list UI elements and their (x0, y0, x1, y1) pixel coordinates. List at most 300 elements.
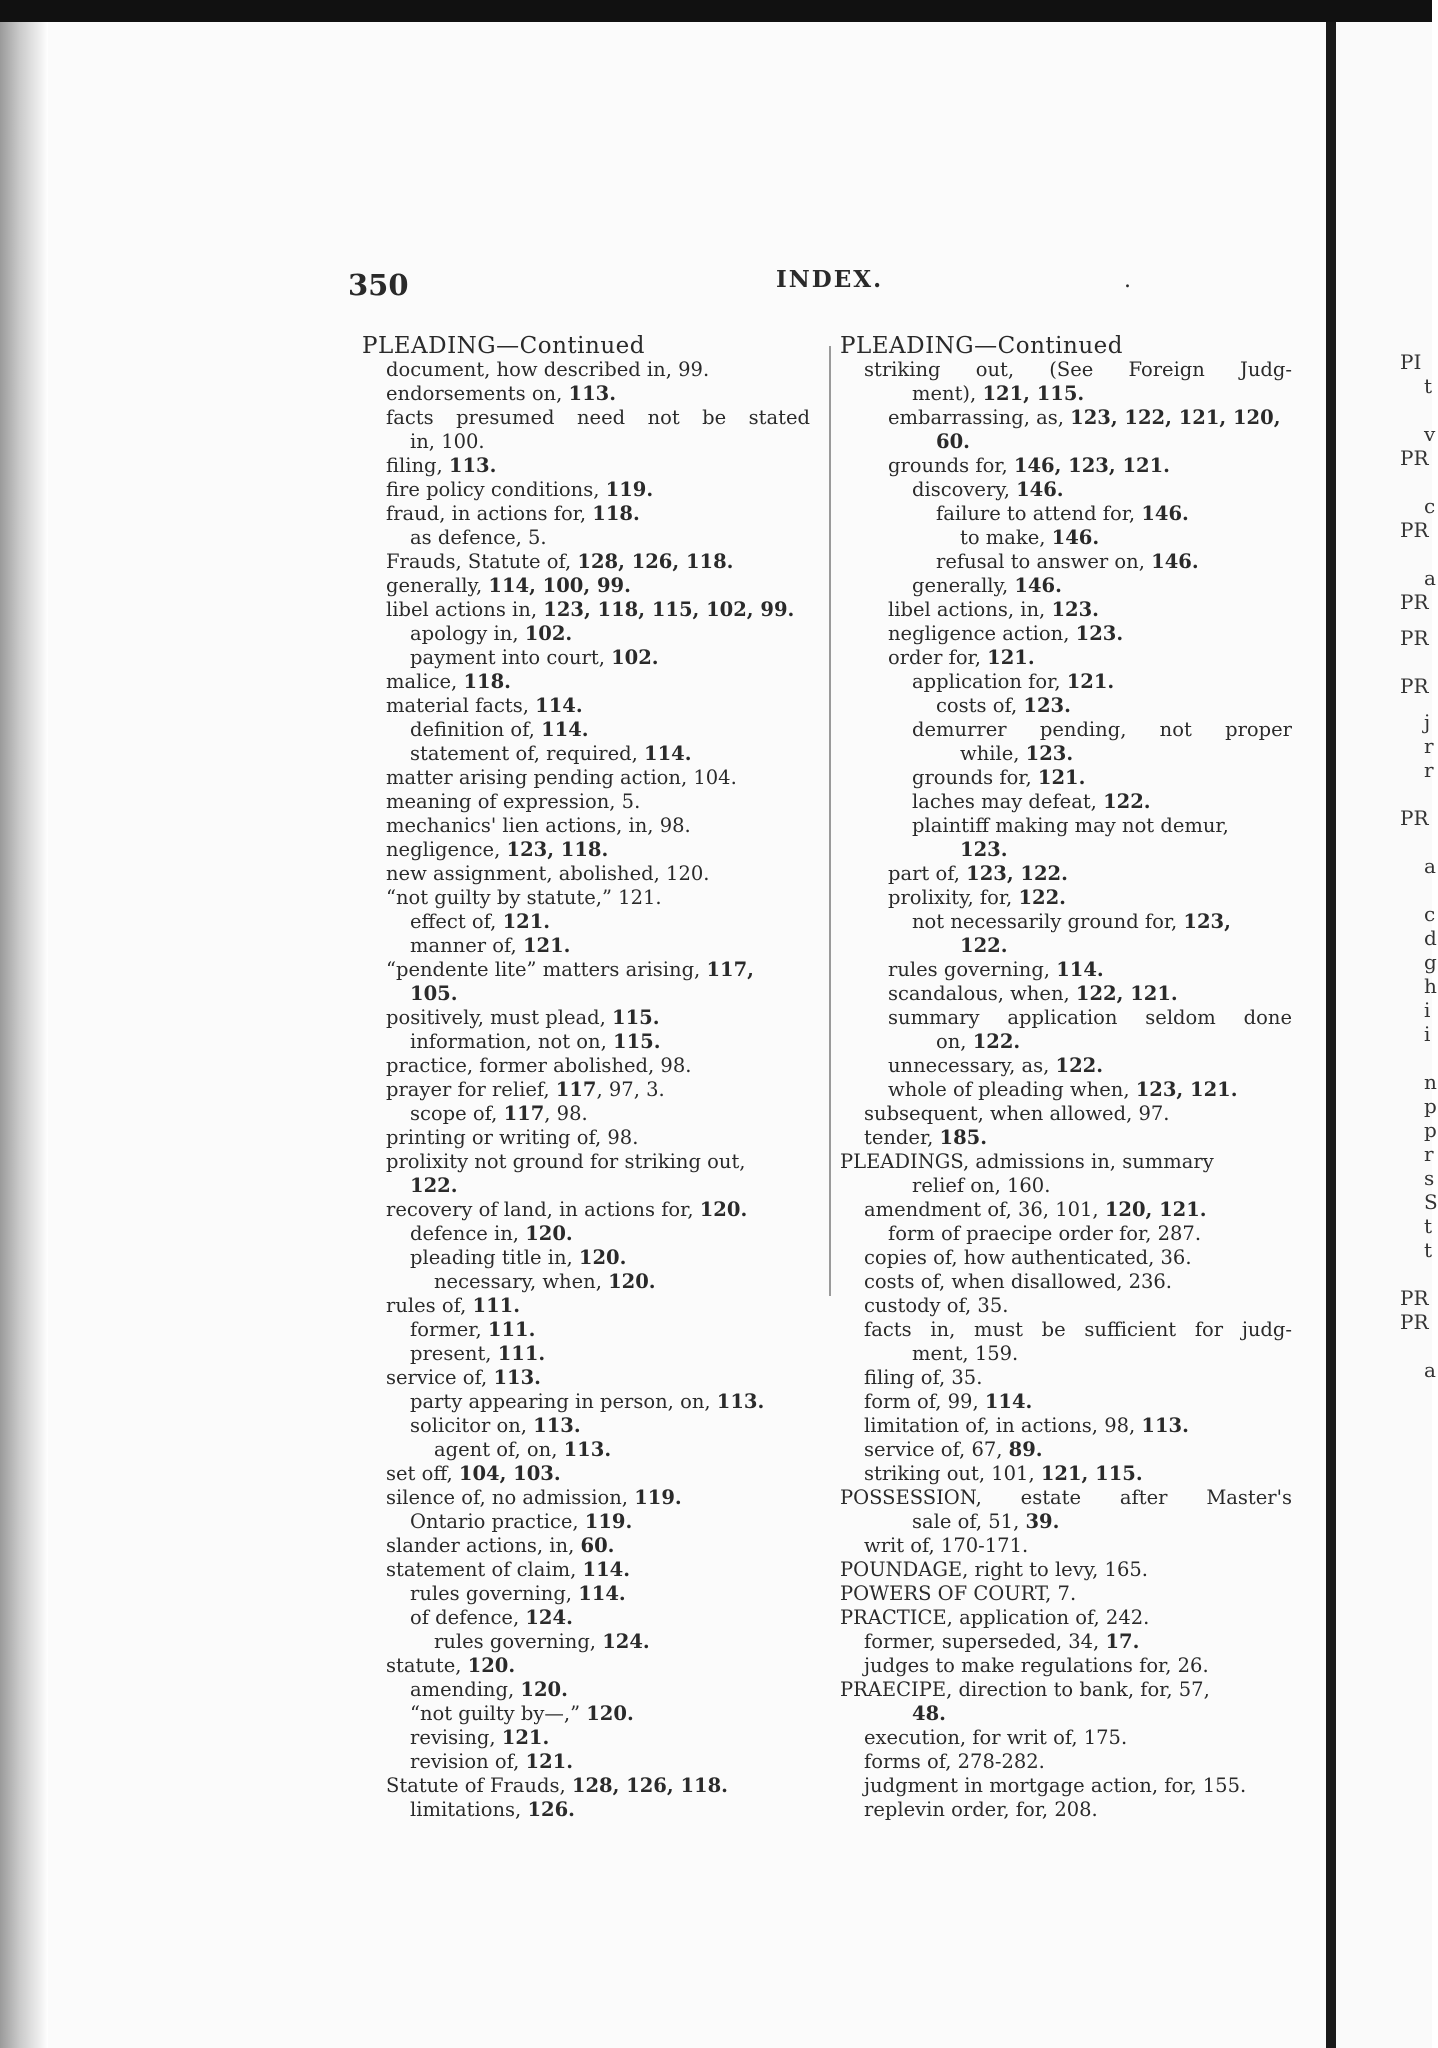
entry-text: execution, for writ of, 175. (864, 1726, 1128, 1749)
facing-page-fragment: i (1424, 1022, 1431, 1046)
page-reference: 120. (520, 1678, 568, 1701)
index-entry (362, 382, 810, 406)
entry-text: filing of, 35. (864, 1366, 983, 1389)
index-entry (840, 694, 1292, 718)
index-entry (362, 550, 810, 574)
index-entry (840, 1582, 1292, 1606)
entry-text: grounds for, (912, 766, 1038, 789)
facing-page-fragment: i (1424, 998, 1431, 1022)
index-entry (362, 1486, 810, 1510)
index-entry (840, 1534, 1292, 1558)
entry-text: tender, (864, 1126, 940, 1149)
index-entry (840, 1246, 1292, 1270)
entry-text: libel actions in, (386, 598, 544, 621)
entry-text: subsequent, when allowed, 97. (864, 1102, 1170, 1125)
index-entry (362, 598, 810, 622)
entry-text: laches may defeat, (912, 790, 1104, 813)
entry-text: solicitor on, (410, 1414, 534, 1437)
index-entry (840, 622, 1292, 646)
index-entry (840, 1678, 1292, 1702)
page-number: 350 (348, 268, 409, 302)
page-reference: 117 (503, 1102, 545, 1125)
entry-text: information, not on, (410, 1030, 613, 1053)
facing-page-fragment: p (1424, 1094, 1437, 1118)
index-entry (840, 1222, 1292, 1246)
index-entry (362, 1678, 810, 1702)
index-entry (362, 862, 810, 886)
entry-text: limitations, (410, 1798, 528, 1821)
scan-top-border (0, 0, 1432, 22)
index-entry (840, 478, 1292, 502)
index-entry (362, 838, 810, 862)
entry-text: apology in, (410, 622, 525, 645)
entry-text: scope of, (410, 1102, 504, 1125)
entry-text: part of, (888, 862, 967, 885)
index-entry (362, 1534, 810, 1558)
index-entries (362, 358, 810, 1822)
page-reference: 123, 122. (966, 862, 1068, 885)
entry-text: unnecessary, as, (888, 1054, 1056, 1077)
page-reference: 119. (634, 1486, 682, 1509)
page-reference: 124. (602, 1630, 650, 1653)
index-entry (362, 1126, 810, 1150)
index-entry (362, 1510, 810, 1534)
entry-text: Ontario practice, (410, 1510, 585, 1533)
page-reference: 126. (527, 1798, 575, 1821)
page-reference: 115. (613, 1030, 661, 1053)
index-entry (840, 1654, 1292, 1678)
page-reference: 117 (555, 1078, 597, 1101)
entry-text: statement of, required, (410, 742, 645, 765)
page-reference: 113. (568, 382, 617, 405)
index-entry (362, 982, 810, 1006)
index-entry (840, 502, 1292, 526)
index-entry (840, 1102, 1292, 1126)
entry-text: pleading title in, (410, 1246, 579, 1269)
index-entry (362, 742, 810, 766)
page-reference: 123, 118. (506, 838, 609, 861)
index-entry (362, 1390, 810, 1414)
entry-text: judges to make regulations for, 26. (864, 1654, 1209, 1677)
page-reference: 114. (644, 742, 692, 765)
page-reference: 121, 115. (1040, 1462, 1143, 1485)
entry-text: effect of, (410, 910, 503, 933)
entry-text: discovery, (912, 478, 1017, 501)
entry-text: sale of, 51, (912, 1510, 1026, 1533)
facing-page-fragment: h (1424, 974, 1437, 998)
entry-text: libel actions, in, (888, 598, 1052, 621)
entry-text: printing or writing of, 98. (386, 1126, 639, 1149)
entry-text: of defence, (410, 1606, 526, 1629)
entry-text: refusal to answer on, (936, 550, 1152, 573)
index-entry (362, 1630, 810, 1654)
page-reference: 114. (1056, 958, 1104, 981)
index-entry (362, 1150, 810, 1174)
entry-text: statement of claim, (386, 1558, 583, 1581)
entry-text: to make, (960, 526, 1052, 549)
index-entry (840, 1558, 1292, 1582)
entry-text: material facts, (386, 694, 536, 717)
index-entry (840, 1006, 1292, 1030)
entry-text: prayer for relief, (386, 1078, 556, 1101)
index-entry (840, 814, 1292, 838)
index-entry (840, 358, 1292, 382)
entry-text: costs of, when disallowed, 236. (864, 1270, 1173, 1293)
index-entry (362, 1606, 810, 1630)
index-entry (840, 1630, 1292, 1654)
index-entry (362, 694, 810, 718)
entry-text: revision of, (410, 1750, 526, 1773)
index-entries (840, 358, 1292, 1822)
index-column-right (840, 334, 1292, 1822)
entry-text: ment, 159. (912, 1342, 1019, 1365)
entry-text: failure to attend for, (936, 502, 1142, 525)
page-reference: 121. (987, 646, 1035, 669)
index-entry (362, 718, 810, 742)
page-reference: 113. (533, 1414, 581, 1437)
index-entry (362, 358, 810, 382)
facing-page-fragment: t (1424, 1238, 1433, 1262)
page-reference: 111. (487, 1318, 536, 1341)
index-entry (840, 742, 1292, 766)
page-reference: 120. (699, 1198, 748, 1221)
page-reference: 48. (912, 1702, 946, 1725)
page-reference: 128, 126, 118. (571, 1774, 728, 1797)
entry-text: order for, (888, 646, 988, 669)
facing-page-fragment: PR (1400, 1310, 1429, 1334)
entry-text: summary application seldom done (888, 1006, 1292, 1029)
page-reference: 124. (525, 1606, 573, 1629)
page-reference: 121. (1066, 670, 1115, 693)
page-reference: 113. (716, 1390, 765, 1413)
page-reference: 117, (706, 958, 754, 981)
index-entry (362, 1174, 810, 1198)
entry-text: PLEADINGS, admissions in, summary (840, 1150, 1214, 1173)
entry-text: , 97, 3. (596, 1078, 665, 1101)
index-entry (840, 1774, 1292, 1798)
facing-page-fragment: a (1424, 566, 1436, 590)
index-entry (840, 934, 1292, 958)
entry-text: copies of, how authenticated, 36. (864, 1246, 1192, 1269)
facing-page-fragment: t (1424, 374, 1433, 398)
index-entry (362, 406, 810, 430)
entry-text: facts in, must be sufficient for judg- (864, 1318, 1292, 1341)
entry-text: negligence, (386, 838, 507, 861)
facing-page-fragment: g (1424, 950, 1437, 974)
page-reference: 105. (410, 982, 458, 1005)
index-entry (362, 1198, 810, 1222)
page-reference: 104, 103. (458, 1462, 561, 1485)
entry-text: service of, (386, 1366, 494, 1389)
entry-text: custody of, 35. (864, 1294, 1009, 1317)
entry-text: prolixity not ground for striking out, (386, 1150, 746, 1173)
entry-text: while, (960, 742, 1026, 765)
facing-page-fragment: a (1424, 854, 1436, 878)
page-reference: 17. (1105, 1630, 1140, 1653)
page-reference: 121. (522, 934, 571, 957)
index-entry (362, 1462, 810, 1486)
page-reference: 146, 123, 121. (1013, 454, 1170, 477)
entry-text: 100. (441, 430, 485, 453)
entry-text: on, (936, 1030, 973, 1053)
entry-text: forms of, 278-282. (864, 1750, 1045, 1773)
page-reference: 89. (1008, 1438, 1043, 1461)
index-entry (840, 1366, 1292, 1390)
entry-text: whole of pleading when, (888, 1078, 1136, 1101)
index-entry (840, 1750, 1292, 1774)
page-reference: 114. (582, 1558, 631, 1581)
page-reference: 114, 100, 99. (488, 574, 631, 597)
page-reference: 122. (972, 1030, 1021, 1053)
running-head: INDEX. (776, 266, 884, 293)
index-entry (840, 1606, 1292, 1630)
page-reference: 102. (611, 646, 659, 669)
entry-text: , 98. (544, 1102, 588, 1125)
entry-text: relief on, 160. (912, 1174, 1051, 1197)
facing-page-fragment: PR (1400, 674, 1429, 698)
entry-text: as defence, 5. (410, 526, 547, 549)
facing-page-fragment: a (1424, 1358, 1436, 1382)
entry-text: form of praecipe order for, 287. (888, 1222, 1202, 1245)
page-reference: 121. (501, 1726, 550, 1749)
facing-page-fragment: PR (1400, 590, 1429, 614)
index-entry (362, 1246, 810, 1270)
index-entry (840, 790, 1292, 814)
entry-text: revising, (410, 1726, 502, 1749)
page-reference: 122. (1018, 886, 1066, 909)
facing-page-fragment: PR (1400, 446, 1429, 470)
entry-text: application for, (912, 670, 1067, 693)
index-entry (840, 718, 1292, 742)
page-reference: 113. (563, 1438, 612, 1461)
page-reference: 119. (605, 478, 654, 501)
facing-page-fragment: v (1424, 422, 1436, 446)
index-entry (840, 1150, 1292, 1174)
page-reference: 123, 118, 115, 102, 99. (543, 598, 795, 621)
index-entry (840, 1054, 1292, 1078)
entry-text: demurrer pending, not proper (912, 718, 1292, 741)
entry-text: amendment of, 36, 101, (864, 1198, 1105, 1221)
entry-text: payment into court, (410, 646, 612, 669)
entry-text: negligence action, (888, 622, 1076, 645)
entry-text: former, (410, 1318, 488, 1341)
page-reference: 60. (580, 1534, 615, 1557)
index-entry (362, 526, 810, 550)
page-reference: 146. (1151, 550, 1199, 573)
entry-text: prolixity, for, (888, 886, 1019, 909)
entry-text: in, (410, 430, 442, 453)
page-reference: 123, (1183, 910, 1231, 933)
entry-text: matter arising pending action, 104. (386, 766, 737, 789)
index-entry (362, 790, 810, 814)
page-reference: 118. (463, 670, 511, 693)
index-entry (362, 1798, 810, 1822)
entry-text: plaintiff making may not demur, (912, 814, 1229, 837)
entry-text: Frauds, Statute of, (386, 550, 578, 573)
index-entry (840, 1438, 1292, 1462)
scan-left-edge (0, 22, 48, 2048)
index-entry (362, 1030, 810, 1054)
index-entry (840, 1126, 1292, 1150)
page-reference: 119. (584, 1510, 633, 1533)
index-entry (840, 1174, 1292, 1198)
facing-page-fragment: n (1424, 1070, 1437, 1094)
index-entry (362, 1078, 810, 1102)
page-reference: 128, 126, 118. (577, 550, 734, 573)
index-entry (362, 622, 810, 646)
index-entry (362, 910, 810, 934)
page-reference: 123. (1023, 694, 1071, 717)
page-reference: 111. (497, 1342, 546, 1365)
entry-text: fire policy conditions, (386, 478, 606, 501)
index-entry (840, 1486, 1292, 1510)
entry-text: embarrassing, as, (888, 406, 1071, 429)
index-entry (362, 1270, 810, 1294)
index-entry (362, 1366, 810, 1390)
index-entry (362, 766, 810, 790)
index-entry (362, 1102, 810, 1126)
facing-page-edge (1336, 22, 1438, 2048)
index-entry (362, 670, 810, 694)
entry-text: costs of, (936, 694, 1024, 717)
page-reference: 120. (467, 1654, 516, 1677)
index-entry (840, 406, 1292, 430)
entry-text: “not guilty by statute,” 121. (386, 886, 662, 909)
index-entry (840, 550, 1292, 574)
facing-page-fragment: PR (1400, 518, 1429, 542)
facing-page-fragment: r (1424, 734, 1434, 758)
entry-text: new assignment, abolished, 120. (386, 862, 710, 885)
index-entry (840, 838, 1292, 862)
index-entry (362, 1702, 810, 1726)
column-rule (829, 346, 831, 1296)
index-entry (840, 1462, 1292, 1486)
index-entry (840, 598, 1292, 622)
index-entry (840, 1078, 1292, 1102)
entry-text: generally, (912, 574, 1015, 597)
index-entry (840, 1798, 1292, 1822)
page-reference: 122, 121. (1075, 982, 1178, 1005)
entry-text: malice, (386, 670, 464, 693)
page-reference: 114. (578, 1582, 626, 1605)
index-entry (840, 1198, 1292, 1222)
facing-page-fragment: c (1424, 902, 1436, 926)
entry-text: rules governing, (888, 958, 1057, 981)
index-entry (362, 934, 810, 958)
page-reference: 123. (1075, 622, 1124, 645)
entry-text: PRACTICE, application of, 242. (840, 1606, 1150, 1629)
index-entry (362, 1750, 810, 1774)
index-entry (362, 1054, 810, 1078)
index-entry (362, 1318, 810, 1342)
entry-text: statute, (386, 1654, 468, 1677)
page-reference: 114. (541, 718, 589, 741)
page-reference: 120, 121. (1104, 1198, 1207, 1221)
index-entry (362, 502, 810, 526)
page-reference: 111. (472, 1294, 521, 1317)
facing-page-fragment: r (1424, 758, 1434, 782)
page-reference: 113. (1141, 1414, 1189, 1437)
index-entry (362, 1342, 810, 1366)
index-entry (362, 454, 810, 478)
entry-text: practice, former abolished, 98. (386, 1054, 692, 1077)
index-entry (362, 1438, 810, 1462)
page-reference: 121. (525, 1750, 574, 1773)
facing-page-fragment: PR (1400, 626, 1429, 650)
index-entry (840, 646, 1292, 670)
facing-page-fragment: PR (1400, 1286, 1429, 1310)
facing-page-fragment: PR (1400, 806, 1429, 830)
entry-text: necessary, when, (434, 1270, 609, 1293)
index-entry (840, 1270, 1292, 1294)
entry-text: document, how described in, (386, 358, 679, 381)
index-entry (362, 886, 810, 910)
page-reference: 146. (1016, 478, 1064, 501)
index-entry (840, 526, 1292, 550)
index-entry (840, 382, 1292, 406)
entry-text: striking out, 101, (864, 1462, 1041, 1485)
page-reference: 185. (939, 1126, 988, 1149)
index-entry (840, 1294, 1292, 1318)
index-entry (840, 766, 1292, 790)
entry-text: facts presumed need not be stated (386, 406, 810, 429)
index-entry (362, 1654, 810, 1678)
entry-text: grounds for, (888, 454, 1014, 477)
entry-text: “not guilty by—,” (410, 1702, 587, 1725)
page-reference: 122. (960, 934, 1008, 957)
facing-page-fragment: p (1424, 1118, 1437, 1142)
entry-text: defence in, (410, 1222, 526, 1245)
entry-text: former, superseded, 34, (864, 1630, 1106, 1653)
page-reference: 60. (936, 430, 970, 453)
index-entry (840, 1318, 1292, 1342)
page-reference: 121. (1037, 766, 1086, 789)
entry-text: replevin order, for, 208. (864, 1798, 1098, 1821)
continued-heading: PLEADING—Continued (362, 333, 645, 359)
facing-page-fragment: d (1424, 926, 1437, 950)
entry-text: set off, (386, 1462, 459, 1485)
entry-text: mechanics' lien actions, in, 98. (386, 814, 691, 837)
page-reference: 123, 122, 121, 120, (1070, 406, 1281, 429)
index-entry (362, 430, 810, 454)
entry-text: striking out, (See Foreign Judg- (864, 358, 1292, 381)
page-reference: 122. (1103, 790, 1151, 813)
entry-text: rules governing, (434, 1630, 603, 1653)
page-reference: 146. (1014, 574, 1062, 597)
index-entry (840, 1390, 1292, 1414)
header-mark: . (1124, 268, 1131, 293)
entry-text: POSSESSION, estate after Master's (840, 1486, 1292, 1509)
page-reference: 123. (1051, 598, 1099, 621)
entry-text: filing, (386, 454, 449, 477)
page-reference: 123, 121. (1135, 1078, 1238, 1101)
page-reference: 39. (1025, 1510, 1060, 1533)
index-entry (362, 1222, 810, 1246)
index-entry (362, 1294, 810, 1318)
index-entry (840, 1510, 1292, 1534)
index-entry (840, 958, 1292, 982)
facing-page-fragment: s (1424, 1166, 1435, 1190)
page-reference: 113. (448, 454, 497, 477)
book-gutter (1326, 22, 1336, 2048)
page-reference: 113. (493, 1366, 541, 1389)
page-reference: 146. (1051, 526, 1100, 549)
entry-text: manner of, (410, 934, 523, 957)
page-reference: 120. (525, 1222, 573, 1245)
index-entry (840, 982, 1292, 1006)
entry-text: rules of, (386, 1294, 473, 1317)
entry-text: Statute of Frauds, (386, 1774, 572, 1797)
